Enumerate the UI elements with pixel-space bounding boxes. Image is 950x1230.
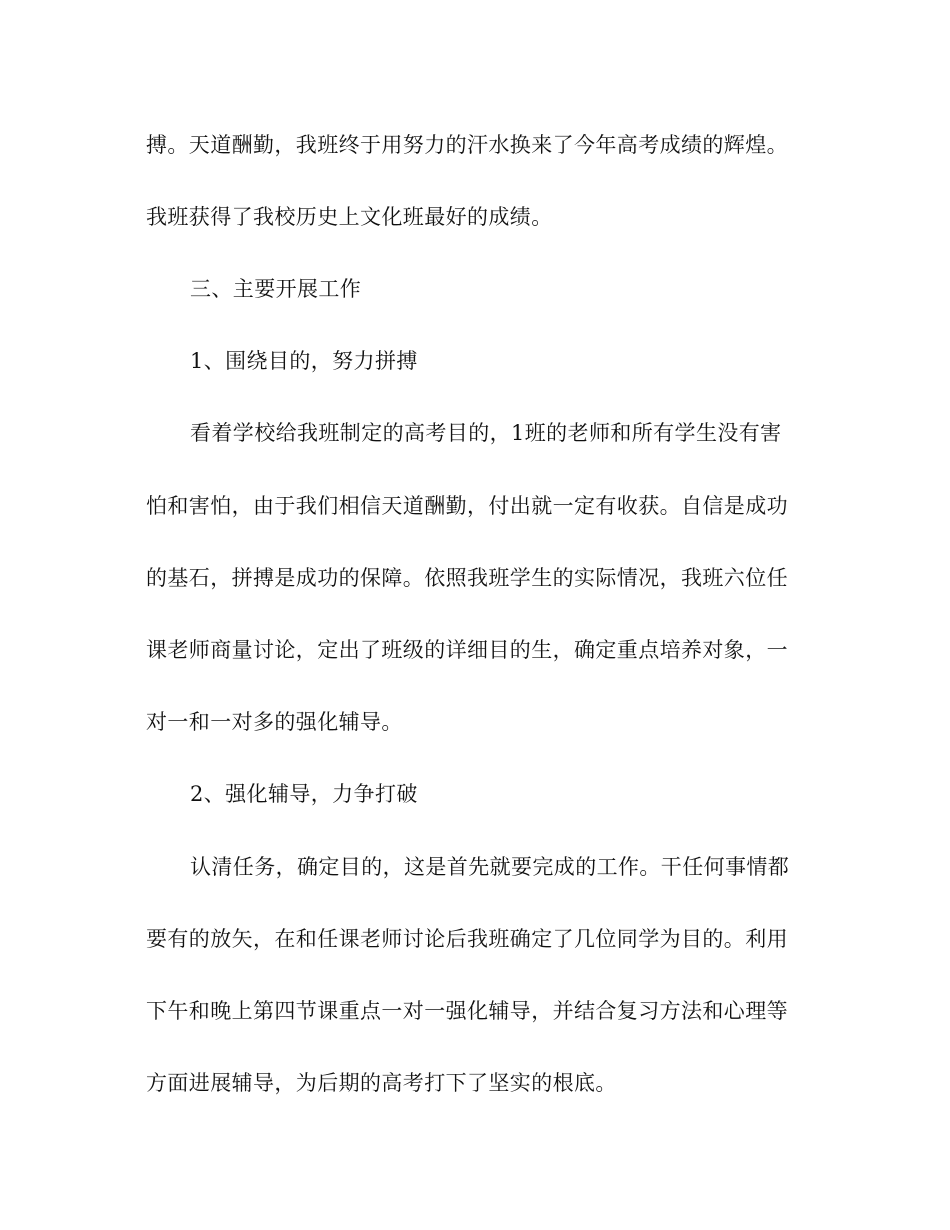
subheading-1: 1、围绕目的，努力拼搏	[190, 349, 418, 373]
paragraph-line-8: 认清任务，确定目的，这是首先就要完成的工作。干任何事情都	[190, 855, 790, 879]
paragraph-line-5: 的基石，拼搏是成功的保障。依照我班学生的实际情况，我班六位任	[146, 566, 788, 590]
paragraph-line-9: 要有的放矢，在和任课老师讨论后我班确定了几位同学为目的。利用	[146, 927, 788, 951]
paragraph-line-10: 下午和晚上第四节课重点一对一强化辅导，并结合复习方法和心理等	[146, 999, 788, 1023]
paragraph-line-7: 对一和一对多的强化辅导。	[146, 710, 403, 734]
paragraph-line-3: 看着学校给我班制定的高考目的，1班的老师和所有学生没有害	[190, 421, 782, 445]
subheading-2: 2、强化辅导，力争打破	[190, 782, 418, 806]
paragraph-line-4: 怕和害怕，由于我们相信天道酬勤，付出就一定有收获。自信是成功	[146, 494, 788, 518]
paragraph-line-11: 方面进展辅导，为后期的高考打下了坚实的根底。	[146, 1071, 617, 1095]
paragraph-line-6: 课老师商量讨论，定出了班级的详细目的生，确定重点培养对象，一	[146, 638, 788, 662]
paragraph-line-1: 搏。天道酬勤，我班终于用努力的汗水换来了今年高考成绩的辉煌。	[146, 133, 788, 157]
paragraph-line-2: 我班获得了我校历史上文化班最好的成绩。	[146, 205, 553, 229]
section-heading: 三、主要开展工作	[190, 277, 362, 301]
